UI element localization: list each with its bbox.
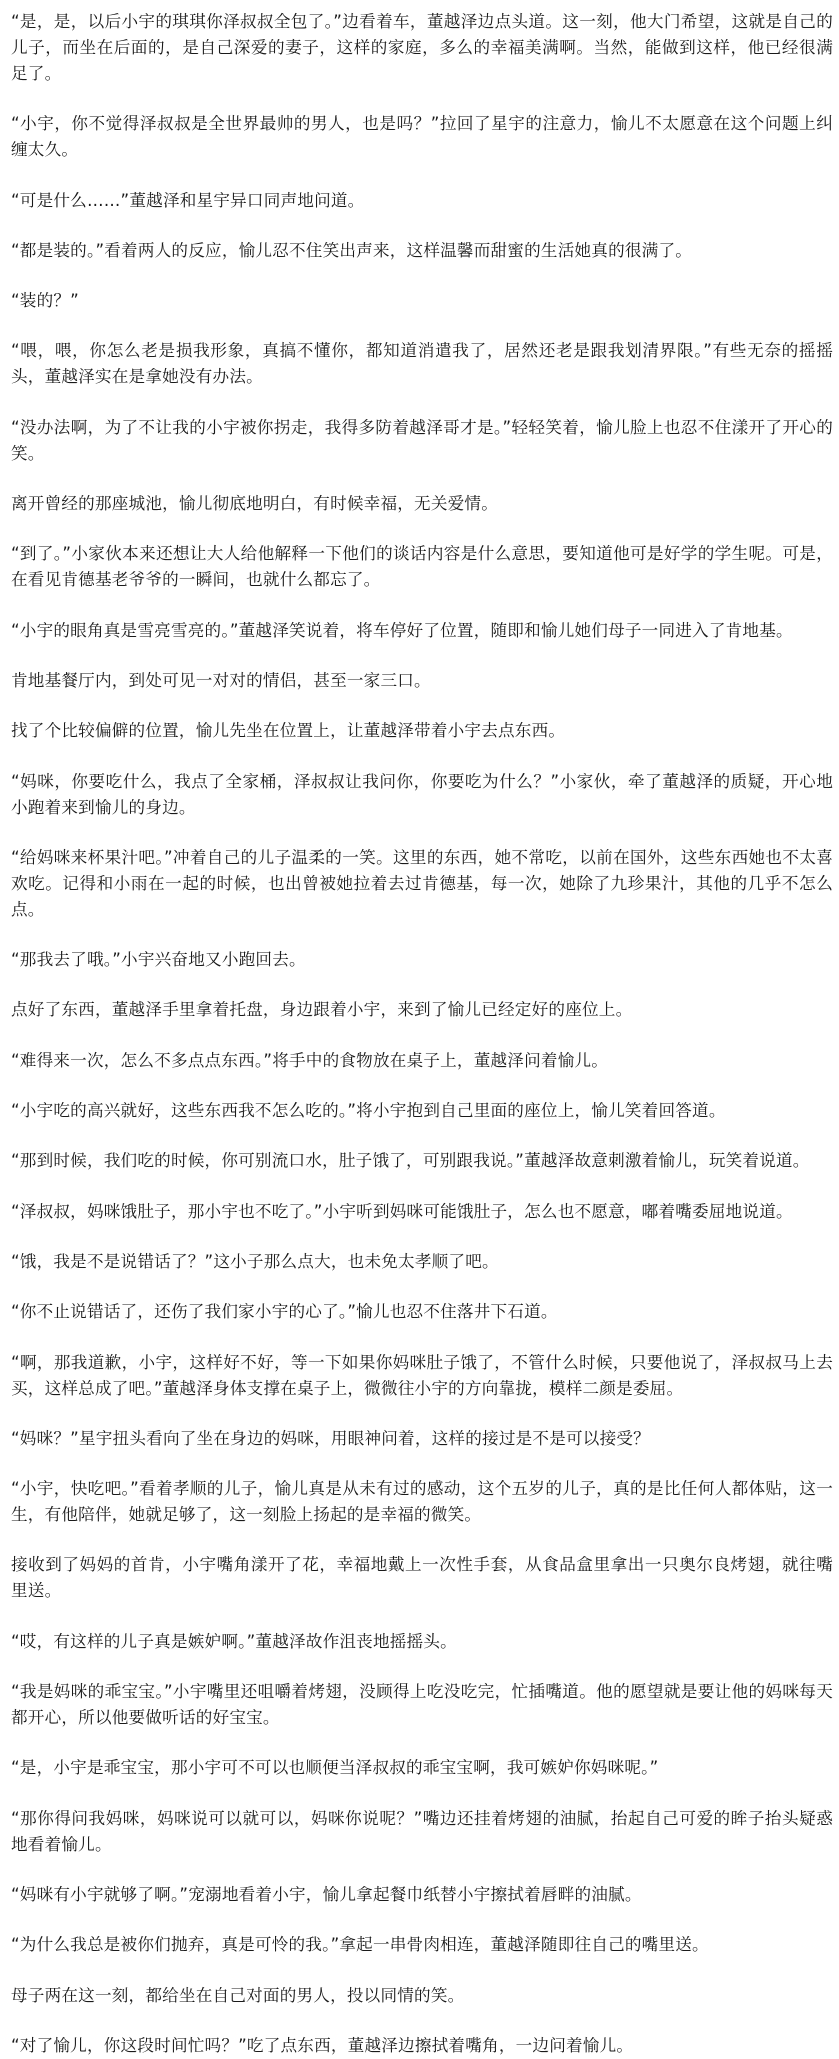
paragraph-29: “是，小宇是乖宝宝，那小宇可不可以也顺便当泽叔叔的乖宝宝啊，我可嫉妒你妈咪呢。”: [11, 1758, 659, 1778]
paragraph-6: “喂，喂，你怎么老是损我形象，真搞不懂你，都知道消遣我了，居然还老是跟我划清界限。”有些无奈的摇摇头，董越泽实在是拿她没有办法。: [11, 341, 833, 387]
paragraph-15: “那我去了哦。”小宇兴奋地又小跑回去。: [11, 950, 306, 970]
paragraph-23: “啊，那我道歉，小宇，这样好不好，等一下如果你妈咪肚子饿了，不管什么时候，只要他说了，泽叔叔马上去买，这样总成了吧。”董越泽身体支撑在桌子上，微微往小宇的方向靠拢，模样二颜是委屈。: [11, 1352, 833, 1398]
paragraph-27: “哎，有这样的儿子真是嫉妒啊。”董越泽故作沮丧地摇摇头。: [11, 1631, 457, 1651]
paragraph-34: “对了愉儿，你这段时间忙吗？”吃了点东西，董越泽边擦拭着嘴角，一边问着愉儿。: [11, 2035, 634, 2055]
paragraph-25: “小宇，快吃吧。”看着孝顺的儿子，愉儿真是从未有过的感动，这个五岁的儿子，真的是比任何人都体贴，这一生，有他陪伴，她就足够了，这一刻脸上扬起的是幸福的微笑。: [11, 1479, 833, 1525]
paragraph-20: “泽叔叔，妈咪饿肚子，那小宇也不吃了。”小宇听到妈咪可能饿肚子，怎么也不愿意，嘟着嘴委屈地说道。: [11, 1201, 793, 1221]
paragraph-1: “是，是，以后小宇的琪琪你泽叔叔全包了。”边看着车，董越泽边点头道。这一刻，他大门希望，这就是自己的儿子，而坐在后面的，是自己深爱的妻子，这样的家庭，多么的幸福美满啊。当然，能做到这样，他已经很满足了。: [11, 12, 833, 83]
paragraph-17: “难得来一次，怎么不多点点东西。”将手中的食物放在桌子上，董越泽问着愉儿。: [11, 1050, 609, 1070]
paragraph-33: 母子两在这一刻，都给坐在自己对面的男人，投以同情的笑。: [11, 1985, 465, 2005]
paragraph-10: “小宇的眼角真是雪亮雪亮的。”董越泽笑说着，将车停好了位置，随即和愉儿她们母子一同进入了肯地基。: [11, 620, 793, 640]
paragraph-2: “小宇，你不觉得泽叔叔是全世界最帅的男人，也是吗？”拉回了星宇的注意力，愉儿不太愿意在这个问题上纠缠太久。: [11, 114, 833, 160]
paragraph-24: “妈咪？”星宇扭头看向了坐在身边的妈咪，用眼神问着，这样的接过是不是可以接受？: [11, 1428, 650, 1448]
paragraph-16: 点好了东西，董越泽手里拿着托盘，身边跟着小宇，来到了愉儿已经定好的座位上。: [11, 1000, 633, 1020]
paragraph-5: “装的？”: [11, 291, 79, 311]
paragraph-3: “可是什么……”董越泽和星宇异口同声地问道。: [11, 190, 365, 210]
paragraph-4: “都是装的。”看着两人的反应，愉儿忍不住笑出声来，这样温馨而甜蜜的生活她真的很满了。: [11, 240, 693, 260]
paragraph-14: “给妈咪来杯果汁吧。”冲着自己的儿子温柔的一笑。这里的东西，她不常吃，以前在国外，这些东西她也不太喜欢吃。记得和小雨在一起的时候，也出曾被她拉着去过肯德基，每一次，她除了九珍果汁，其他的几乎不怎么点。: [11, 847, 833, 919]
paragraph-32: “为什么我总是被你们抛弃，真是可怜的我。”拿起一串骨肉相连，董越泽随即往自己的嘴里送。: [11, 1935, 709, 1955]
paragraph-8: 离开曾经的那座城池，愉儿彻底地明白，有时候幸福，无关爱情。: [11, 494, 499, 514]
paragraph-22: “你不止说错话了，还伤了我们家小宇的心了。”愉儿也忍不住落井下石道。: [11, 1302, 558, 1322]
paragraph-11: 肯地基餐厅内，到处可见一对对的情侣，甚至一家三口。: [11, 670, 431, 690]
paragraph-28: “我是妈咪的乖宝宝。”小宇嘴里还咀嚼着烤翅，没顾得上吃没吃完，忙插嘴道。他的愿望就是要让他的妈咪每天都开心，所以他要做听话的好宝宝。: [11, 1682, 833, 1728]
paragraph-19: “那到时候，我们吃的时候，你可别流口水，肚子饿了，可别跟我说。”董越泽故意刺激着愉儿，玩笑着说道。: [11, 1151, 810, 1171]
paragraph-30: “那你得问我妈咪，妈咪说可以就可以，妈咪你说呢？”嘴边还挂着烤翅的油腻，抬起自己可爱的眸子抬头疑惑地看着愉儿。: [11, 1808, 833, 1854]
paragraph-31: “妈咪有小宇就够了啊。”宠溺地看着小宇，愉儿拿起餐巾纸替小宇擦拭着唇畔的油腻。: [11, 1884, 642, 1904]
paragraph-9: “到了。”小家伙本来还想让大人给他解释一下他们的谈话内容是什么意思，要知道他可是好学的学生呢。可是，在看见肯德基老爷爷的一瞬间，也就什么都忘了。: [11, 544, 833, 590]
paragraph-26: 接收到了妈妈的首肯，小宇嘴角漾开了花，幸福地戴上一次性手套，从食品盒里拿出一只奥尔良烤翅，就往嘴里送。: [11, 1555, 833, 1601]
paragraph-12: 找了个比较偏僻的位置，愉儿先坐在位置上，让董越泽带着小宇去点东西。: [11, 721, 566, 741]
paragraph-21: “饿，我是不是说错话了？”这小子那么点大，也未免太孝顺了吧。: [11, 1251, 499, 1271]
paragraph-18: “小宇吃的高兴就好，这些东西我不怎么吃的。”将小宇抱到自己里面的座位上，愉儿笑着回答道。: [11, 1101, 726, 1121]
paragraph-13: “妈咪，你要吃什么，我点了全家桶，泽叔叔让我问你，你要吃为什么？”小家伙，牵了董越泽的质疑，开心地小跑着来到愉儿的身边。: [11, 771, 833, 817]
paragraph-7: “没办法啊，为了不让我的小宇被你拐走，我得多防着越泽哥才是。”轻轻笑着，愉儿脸上也忍不住漾开了开心的笑。: [11, 417, 833, 463]
